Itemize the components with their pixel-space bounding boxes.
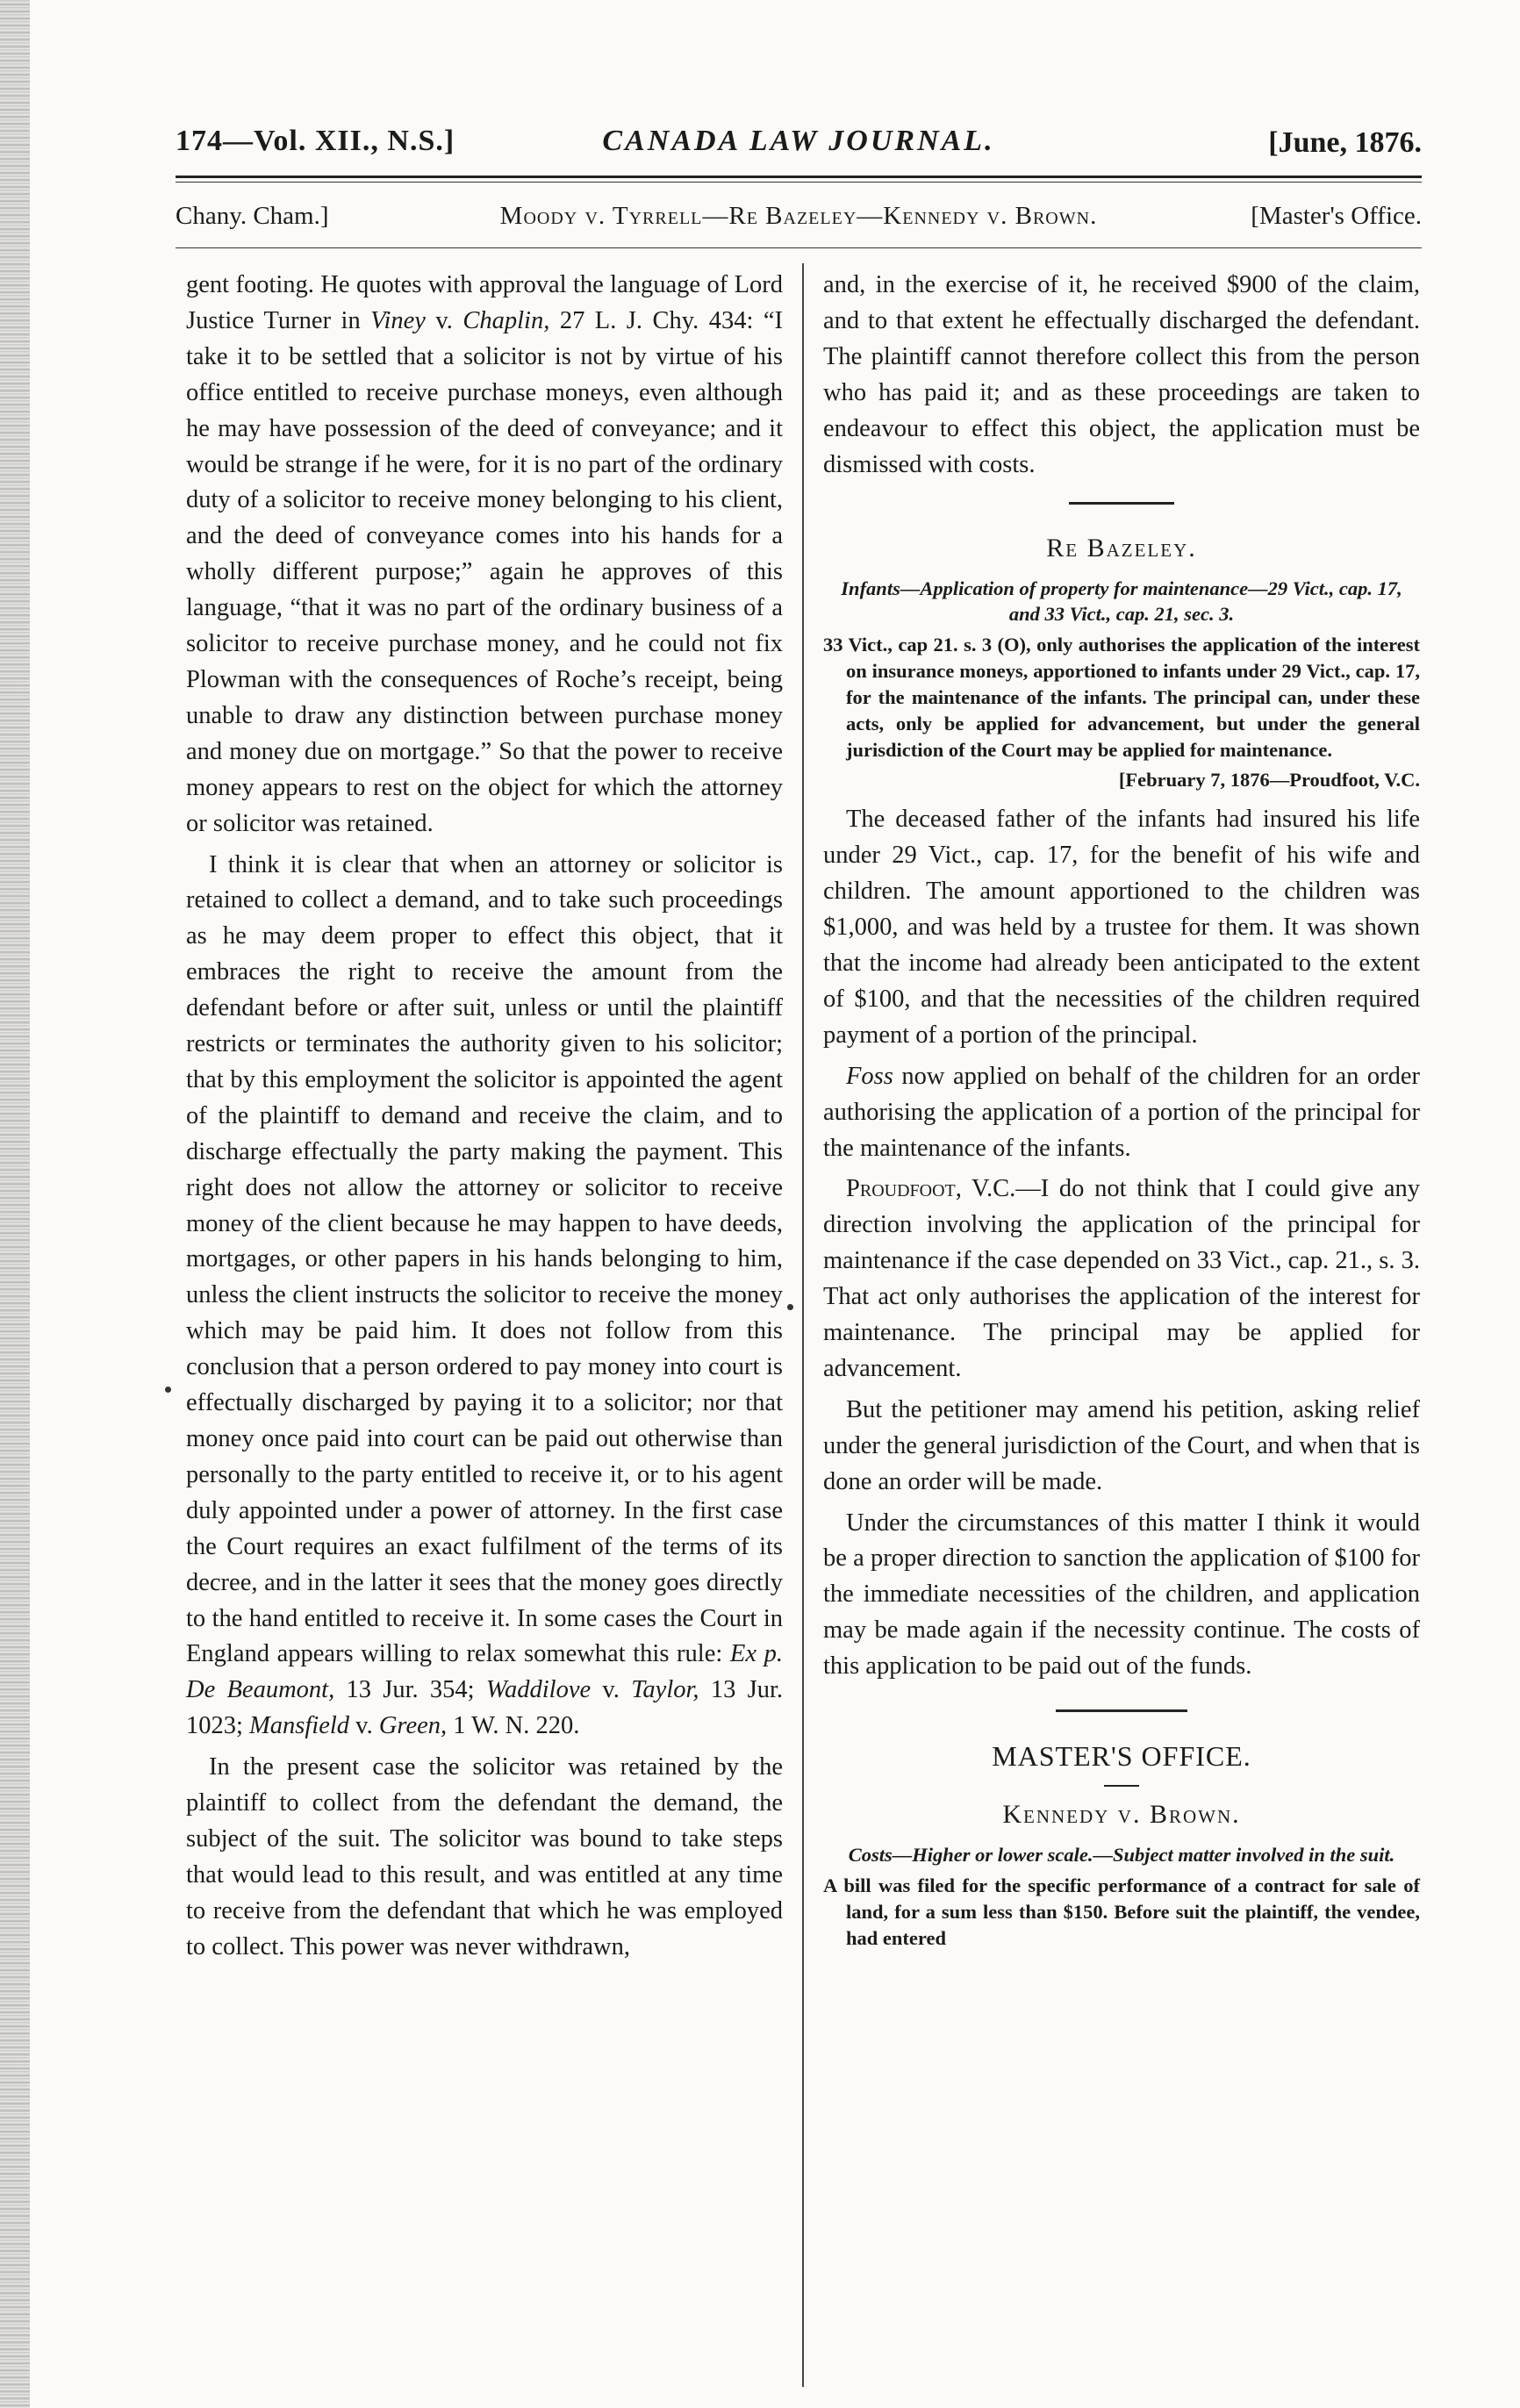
office-label: [Master's Office.: [1251, 202, 1422, 230]
paragraph: In the present case the solicitor was retained by the plaintiff to collect from the defendant the demand, the subject of the suit. The solicitor was bound to take steps that would lead to this result, and was entitled at any time to receive from the defendant that which he was employed to collect. This power was never withdrawn,: [186, 1753, 783, 1960]
headnote-category: Infants—Application of property for maintenance—29 Vict., cap. 17, and 33 Vict., cap. 21, sec. 3.: [841, 577, 1402, 626]
column-divider: [802, 263, 804, 2387]
cases-on-page: Moody v. Tyrrell—Re Bazeley—Kennedy v. Brown.: [499, 202, 1098, 230]
headnote: 33 Vict., cap 21. s. 3 (O), only authorises the application of the interest on insurance moneys, apportioned to infants under 29 Vict., cap. 17, for the maintenance of the infants. The principal can, under these acts, only be applied for advancement, but under the general jurisdiction of the Court may be applied for maintenance.: [823, 634, 1420, 762]
paragraph: Foss now applied on behalf of the children for an order authorising the application of a portion of the principal for the maintenance of the infants.: [823, 1062, 1420, 1162]
decision-date: [February 7, 1876—Proudfoot, V.C.: [1118, 769, 1420, 792]
journal-title: CANADA LAW JOURNAL.: [602, 125, 995, 157]
header-rule-bottom: [176, 182, 1422, 183]
section-rule: [1056, 1709, 1187, 1712]
paragraph: But the petitioner may amend his petition, asking relief under the general jurisdiction of the Court, and when that is done an order will be made.: [823, 1395, 1420, 1495]
section-rule: [1069, 502, 1174, 505]
margin-mark: [787, 1304, 793, 1310]
header-rule-top: [176, 176, 1422, 178]
short-dash: [1104, 1785, 1139, 1787]
paragraph: and, in the exercise of it, he received $900 of the claim, and to that extent he effectually discharged the defendant. The plaintiff cannot therefore collect this from the person who has paid it; and as these proceedings are taken to endeavour to effect this object, the application must be dismissed with costs.: [823, 271, 1420, 478]
left-column: [186, 268, 783, 1971]
court-label: Chany. Cham.]: [176, 202, 329, 230]
running-head: [176, 116, 1422, 168]
paragraph: Proudfoot, V.C.—I do not think that I could give any direction involving the application of the principal for maintenance if the case depended on 33 Vict., cap. 21., s. 3. That act only authorises the application of the interest for maintenance. The principal may be applied for advancement.: [823, 1175, 1420, 1382]
case-head: [176, 195, 1422, 239]
case-title-re-bazeley: Re Bazeley.: [1046, 534, 1197, 563]
paragraph: gent footing. He quotes with approval the language of Lord Justice Turner in Viney v. Chaplin, 27 L. J. Chy. 434: “I take it to be settled that a solicitor is not by virtue of his office entitled to receive purchase moneys, even although he may have possession of the deed of conveyance; and it would be strange if he were, for it is no part of the ordinary duty of a solicitor to receive money belonging to his client, and the deed of conveyance comes into his hands for a wholly different purpose;” again he approves of this language, “that it was no part of the ordinary business of a solicitor to receive purchase money, and he could not fix Plowman with the consequences of Roche’s receipt, being unable to draw any distinction between purchase money and money due on mortgage.” So that the power to receive money appears to rest on the object for which the attorney or solicitor was retained.: [186, 271, 783, 837]
issue-date: [June, 1876.: [1268, 126, 1422, 159]
headnote-category: Costs—Higher or lower scale.—Subject matter involved in the suit.: [848, 1843, 1395, 1866]
scan-edge: [0, 0, 30, 2408]
paragraph: The deceased father of the infants had insured his life under 29 Vict., cap. 17, for the benefit of his wife and children. The amount apportioned to the children was $1,000, and was held by a trustee for them. It was shown that the income had already been anticipated to the extent of $100, and that the necessities of the children required payment of a portion of the principal.: [823, 806, 1420, 1049]
masters-office-heading: MASTER'S OFFICE.: [992, 1740, 1251, 1773]
right-column: [823, 268, 1420, 1955]
margin-mark: [165, 1387, 171, 1393]
headnote: A bill was filed for the specific performance of a contract for sale of land, for a sum less than $150. Before suit the plaintiff, the vendee, had entered: [823, 1874, 1420, 1949]
paragraph: Under the circumstances of this matter I think it would be a proper direction to sanction the application of $100 for the immediate necessities of the children, and application may be made again if the necessity continue. The costs of this application to be paid out of the funds.: [823, 1509, 1420, 1681]
case-title-kennedy-v-brown: Kennedy v. Brown.: [1002, 1800, 1241, 1829]
case-head-rule: [176, 247, 1422, 248]
paragraph: I think it is clear that when an attorney or solicitor is retained to collect a demand, and to take such proceedings as he may deem proper to effect this object, that it embraces the right to receive the amount from the defendant before or after suit, unless or until the plaintiff restricts or terminates the authority given to his solicitor; that by this employment the solicitor is appointed the agent of the plaintiff to demand and receive the claim, and to discharge effectually the party making the payment. This right does not allow the attorney or solicitor to receive money of the client because he may happen to have deeds, mortgages, or other papers in his hands belonging to him, unless the client instructs the solicitor to receive the money which may be paid him. It does not follow from this conclusion that a person ordered to pay money into court is effectually discharged by paying it to a solicitor; nor that money once paid into court can be paid out otherwise than personally to the party entitled to receive it, or to his agent duly appointed under a power of attorney. In the first case the Court requires an exact fulfilment of the terms of its decree, and in the latter it sees that the money goes directly to the hand entitled to receive it. In some cases the Court in England appears willing to relax somewhat this rule: Ex p. De Beaumont, 13 Jur. 354; Waddilove v. Taylor, 13 Jur. 1023; Mansfield v. Green, 1 W. N. 220.: [186, 850, 783, 1740]
page-volume: 174—Vol. XII., N.S.]: [176, 125, 455, 157]
